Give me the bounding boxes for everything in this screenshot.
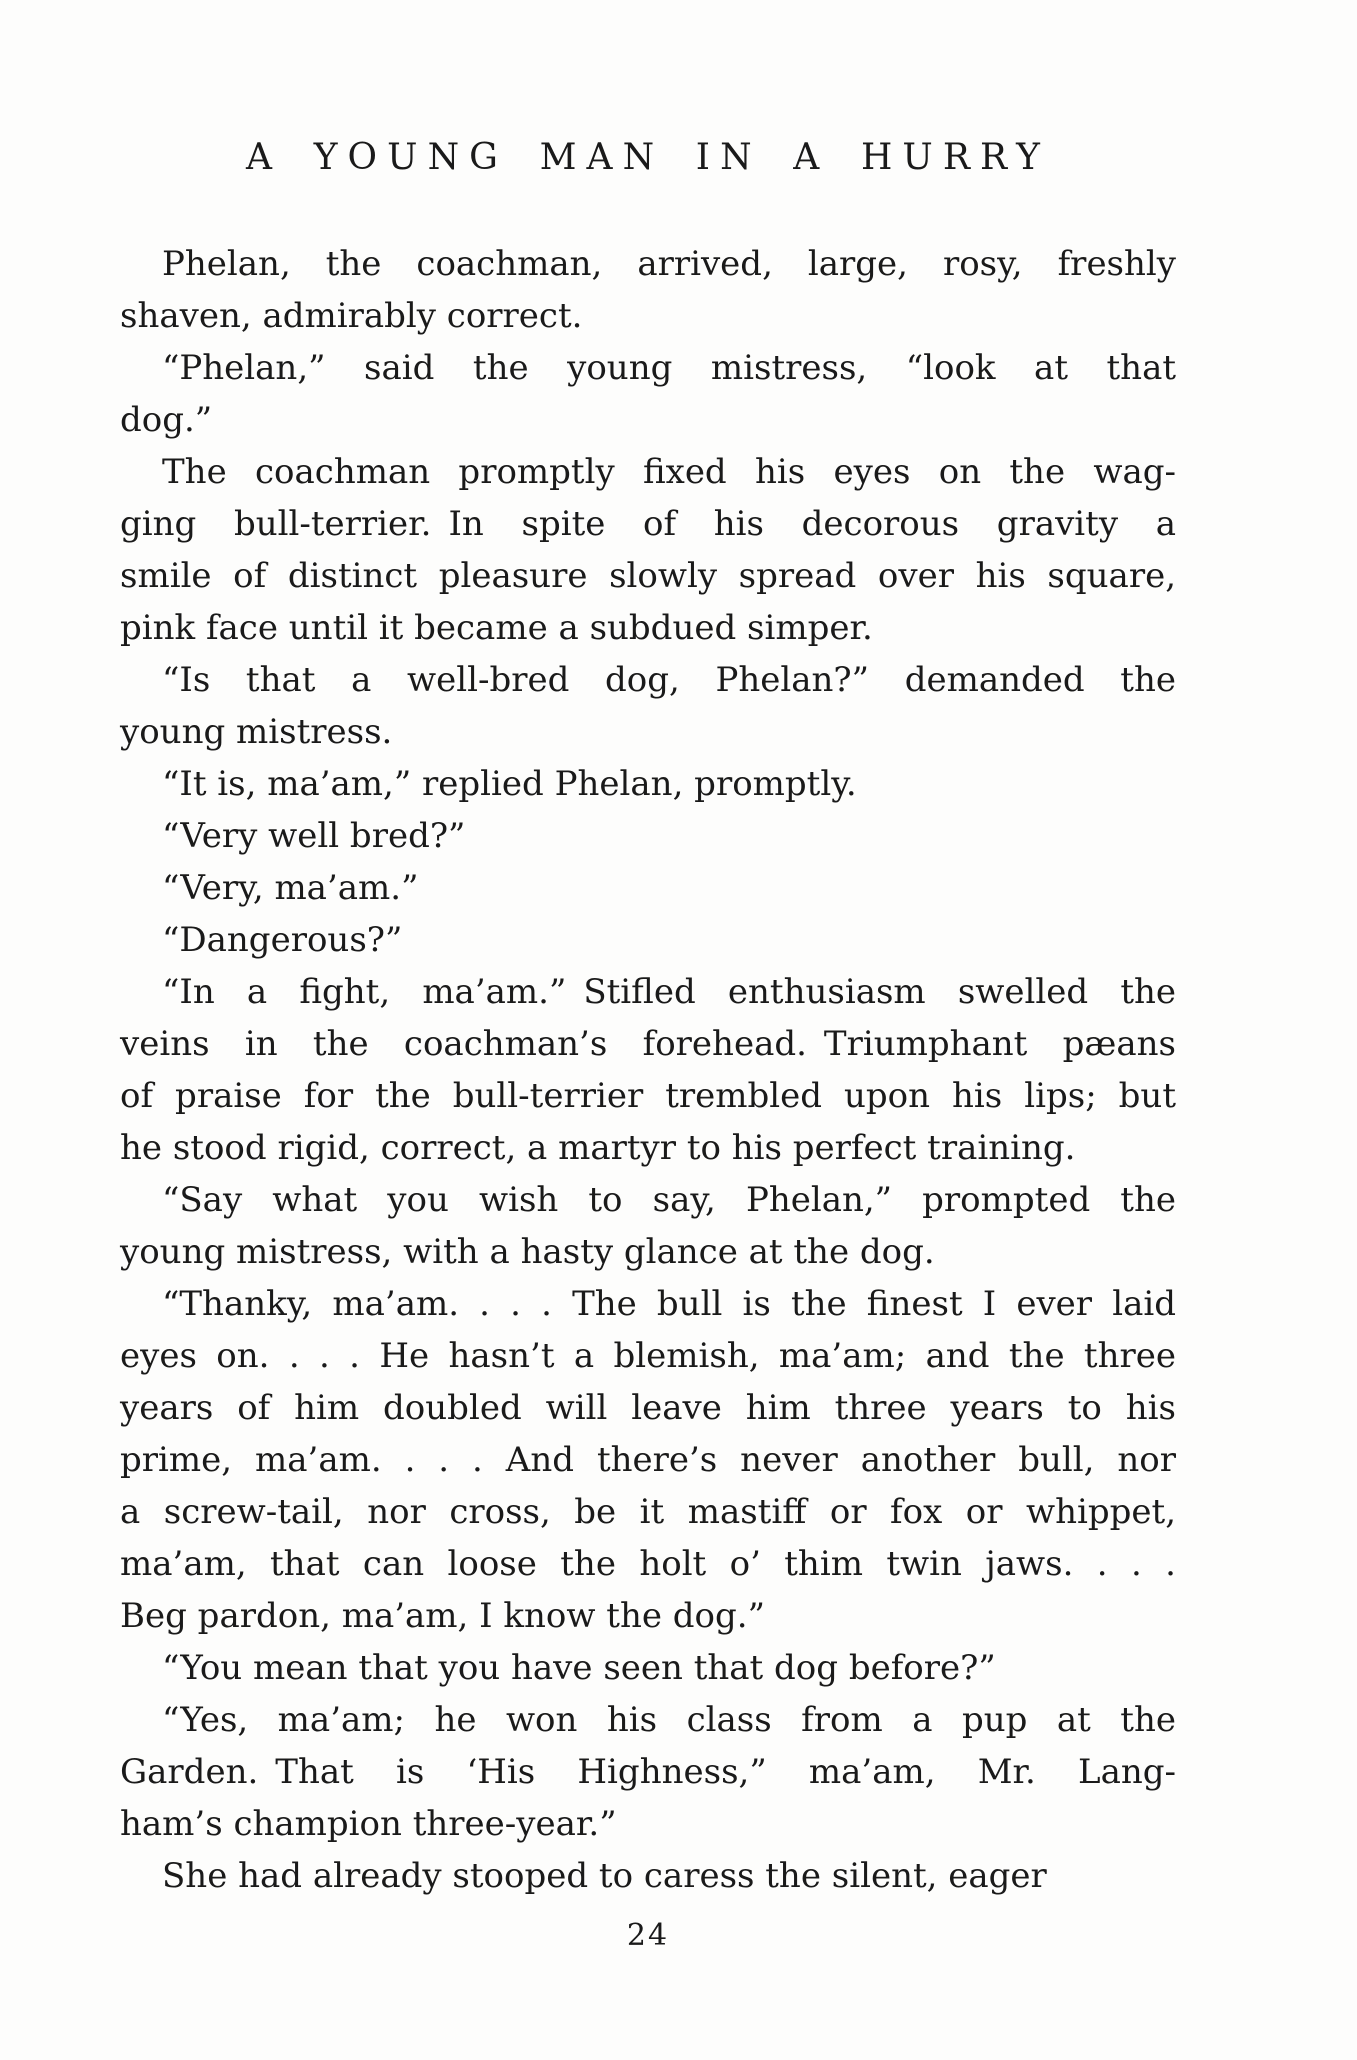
paragraph (120, 1278, 1176, 1642)
paragraph (120, 342, 1176, 446)
text-line: of praise for the bull-terrier trembled upon his lips; but (120, 1076, 1176, 1116)
text-line: a screw-tail, nor cross, be it mastiff or fox or whippet, (120, 1492, 1176, 1532)
text-line: “Is that a well-bred dog, Phelan?” demanded the (162, 660, 1176, 700)
paragraph (120, 914, 1176, 966)
text-line: young mistress, with a hasty glance at the dog. (120, 1232, 935, 1272)
text-line: smile of distinct pleasure slowly spread over his square, (120, 556, 1176, 596)
text-line: “Phelan,” said the young mistress, “look at that (162, 348, 1176, 388)
text-line: ham’s champion three-year.” (120, 1804, 617, 1844)
text-line: “Yes, ma’am; he won his class from a pup at the (162, 1700, 1176, 1740)
text-line: “Very, ma’am.” (162, 868, 419, 908)
text-line: Phelan, the coachman, arrived, large, rosy, freshly (162, 244, 1176, 284)
text-line: “It is, ma’am,” replied Phelan, promptly. (162, 764, 857, 804)
text-line: eyes on. . . . He hasn’t a blemish, ma’am; and the three (120, 1336, 1176, 1376)
paragraph (120, 1694, 1176, 1850)
text-line: “Thanky, ma’am. . . . The bull is the finest I ever laid (162, 1284, 1176, 1324)
body-text (120, 238, 1176, 1902)
text-line: “Say what you wish to say, Phelan,” prompted the (162, 1180, 1176, 1220)
paragraph (120, 446, 1176, 654)
text-line: he stood rigid, correct, a martyr to his perfect training. (120, 1128, 1076, 1168)
text-line: Garden. That is ‘His Highness,” ma’am, Mr. Lang- (120, 1752, 1176, 1792)
paragraph (120, 810, 1176, 862)
paragraph (120, 758, 1176, 810)
text-line: “Very well bred?” (162, 816, 466, 856)
page-title: A YOUNG MAN IN A HURRY (246, 137, 1050, 178)
text-line: “In a fight, ma’am.” Stifled enthusiasm swelled the (162, 972, 1176, 1012)
text-line: pink face until it became a subdued simper. (120, 608, 873, 648)
paragraph (120, 654, 1176, 758)
text-line: The coachman promptly fixed his eyes on the wag- (162, 452, 1176, 492)
text-line: dog.” (120, 400, 213, 440)
text-line: “Dangerous?” (162, 920, 403, 960)
text-line: veins in the coachman’s forehead. Triumphant pæans (120, 1024, 1176, 1064)
paragraph (120, 1850, 1176, 1902)
text-line: years of him doubled will leave him three years to his (120, 1388, 1176, 1428)
paragraph (120, 238, 1176, 342)
text-line: ma’am, that can loose the holt o’ thim twin jaws. . . . (120, 1544, 1176, 1584)
text-line: prime, ma’am. . . . And there’s never another bull, nor (120, 1440, 1176, 1480)
paragraph (120, 966, 1176, 1174)
paragraph (120, 1642, 1176, 1694)
text-column (120, 0, 1176, 1958)
paragraph (120, 862, 1176, 914)
paragraph (120, 1174, 1176, 1278)
page-number: 24 (626, 1918, 670, 1953)
text-line: Beg pardon, ma’am, I know the dog.” (120, 1596, 765, 1636)
text-line: She had already stooped to caress the silent, eager (162, 1856, 1047, 1896)
text-line: ging bull-terrier. In spite of his decorous gravity a (120, 504, 1176, 544)
text-line: young mistress. (120, 712, 393, 752)
text-line: shaven, admirably correct. (120, 296, 583, 336)
text-line: “You mean that you have seen that dog before?” (162, 1648, 996, 1688)
